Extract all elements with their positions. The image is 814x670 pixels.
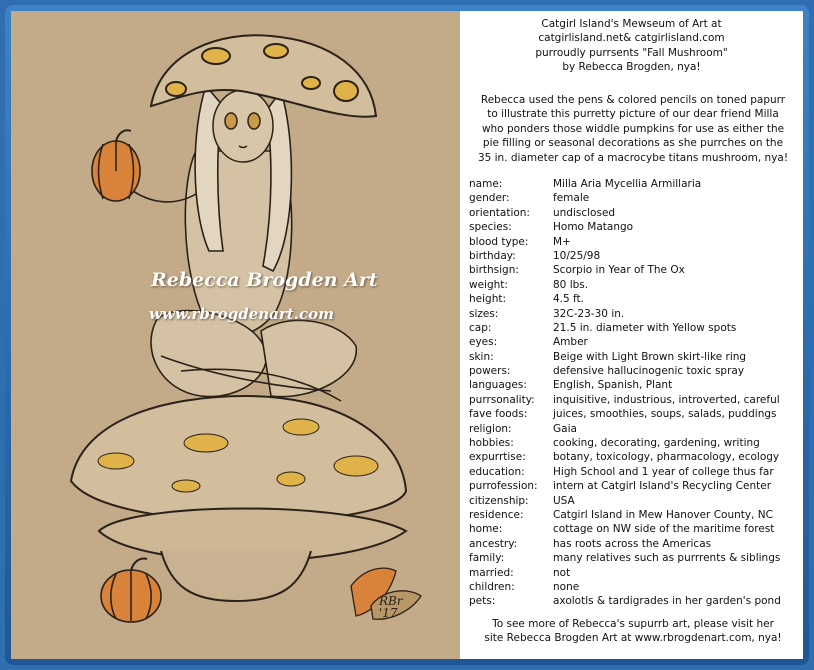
fact-label: skin: xyxy=(469,350,494,363)
fact-row xyxy=(469,393,803,407)
fact-row xyxy=(469,436,803,450)
fact-value: not xyxy=(553,566,571,579)
footer-line-2: site Rebecca Brogden Art at www.rbrogdenart.com, nya! xyxy=(484,632,782,645)
fact-label: sizes: xyxy=(469,307,499,320)
fact-row xyxy=(469,407,803,421)
fact-value: Catgirl Island in Mew Hanover County, NC xyxy=(553,508,773,521)
fact-row xyxy=(469,177,803,191)
artist-signature xyxy=(379,595,403,619)
fact-label: powers: xyxy=(469,365,511,378)
content-panel xyxy=(11,11,803,659)
fact-label: ancestry: xyxy=(469,537,518,550)
fact-label: citizenship: xyxy=(469,494,529,507)
fact-value: Amber xyxy=(553,336,588,349)
fact-row xyxy=(469,206,803,220)
fact-label: blood type: xyxy=(469,235,529,248)
fact-row xyxy=(469,235,803,249)
fact-row xyxy=(469,508,803,522)
fact-label: name: xyxy=(469,178,503,190)
fact-value: undisclosed xyxy=(553,206,616,219)
fact-value: English, Spanish, Plant xyxy=(553,379,673,392)
fact-row xyxy=(469,566,803,580)
fact-value: juices, smoothies, soups, salads, puddings xyxy=(553,408,777,421)
description-line: 35 in. diameter cap of a macrocybe titans mushroom, nya! xyxy=(477,151,789,164)
fact-row xyxy=(469,292,803,306)
fact-label: eyes: xyxy=(469,336,498,349)
fact-value: Gaia xyxy=(553,422,577,435)
fact-row xyxy=(469,350,803,364)
fact-value: Homo Matango xyxy=(553,221,634,234)
footer-line-1: To see more of Rebecca's supurrb art, please visit her xyxy=(492,618,774,630)
fact-label: residence: xyxy=(469,508,524,521)
fact-value: cottage on NW side of the maritime forest xyxy=(553,523,775,536)
fact-row xyxy=(469,522,803,536)
fact-label: hobbies: xyxy=(469,437,514,450)
fact-label: religion: xyxy=(469,422,512,435)
fact-value: 32C-23-30 in. xyxy=(553,307,625,320)
face xyxy=(213,90,273,162)
fact-label: height: xyxy=(469,293,507,306)
watermark-name: Rebecca Brogden Art xyxy=(151,269,378,291)
fact-value: defensive hallucinogenic toxic spray xyxy=(553,365,745,378)
header-line-4: by Rebecca Brogden, nya! xyxy=(562,61,701,74)
fact-value: 4.5 ft. xyxy=(553,293,585,306)
fact-value: intern at Catgirl Island's Recycling Center xyxy=(553,480,772,493)
footer xyxy=(466,617,800,646)
header xyxy=(464,17,799,75)
fact-row xyxy=(469,321,803,335)
fact-row xyxy=(469,494,803,508)
fact-value: many relatives such as purrrents & siblings xyxy=(553,552,781,565)
fact-row xyxy=(469,422,803,436)
fact-value: botany, toxicology, pharmacology, ecology xyxy=(553,451,780,464)
artwork-illustration xyxy=(11,11,460,659)
fact-row xyxy=(469,580,803,594)
fact-label: fave foods: xyxy=(469,408,528,421)
fact-row xyxy=(469,278,803,292)
fact-value: Scorpio in Year of The Ox xyxy=(553,264,685,277)
fact-label: pets: xyxy=(469,595,496,608)
fact-row xyxy=(469,220,803,234)
header-line-2: catgirlisland.net& catgirlisland.com xyxy=(538,32,725,45)
fact-label: languages: xyxy=(469,379,527,392)
header-line-3: purroudly purrsents "Fall Mushroom" xyxy=(535,46,728,59)
fact-value: Milla Aria Mycellia Armillaria xyxy=(553,178,702,190)
signature-year: '17 xyxy=(379,606,398,620)
fact-label: children: xyxy=(469,580,515,593)
fact-row xyxy=(469,450,803,464)
fact-value: M+ xyxy=(553,235,571,248)
watermark-url: www.rbrogdenart.com xyxy=(149,305,334,323)
fact-label: weight: xyxy=(469,278,508,291)
fact-value: female xyxy=(553,192,590,205)
fact-label: purrsonality: xyxy=(469,393,535,406)
artwork-fall-mushroom xyxy=(11,11,460,659)
fact-row xyxy=(469,378,803,392)
description-line: who ponders those widdle pumpkins for use as either the xyxy=(481,122,785,135)
fact-value: Beige with Light Brown skirt-like ring xyxy=(553,350,747,363)
fact-label: cap: xyxy=(469,321,492,334)
fact-row xyxy=(469,307,803,321)
fact-row xyxy=(469,465,803,479)
character-facts xyxy=(469,177,803,609)
base-mushroom xyxy=(71,396,406,601)
fact-label: expurrtise: xyxy=(469,451,526,464)
fact-label: birthday: xyxy=(469,249,516,262)
header-line-1: Catgirl Island's Mewseum of Art at xyxy=(541,18,722,30)
fact-value: cooking, decorating, gardening, writing xyxy=(553,437,760,450)
fact-label: family: xyxy=(469,552,505,565)
fact-row xyxy=(469,249,803,263)
signature-initials: RBr xyxy=(379,594,403,608)
fact-label: species: xyxy=(469,221,512,234)
fact-value: High School and 1 year of college thus far xyxy=(553,465,774,478)
pumpkin-held xyxy=(92,130,140,201)
fact-label: purrofession: xyxy=(469,480,538,493)
fact-value: axolotls & tardigrades in her garden's pond xyxy=(553,595,781,608)
fact-row xyxy=(469,479,803,493)
fact-label: home: xyxy=(469,523,503,536)
fact-row xyxy=(469,335,803,349)
fact-value: none xyxy=(553,580,580,593)
fact-value: inquisitive, industrious, introverted, careful xyxy=(553,393,780,406)
fact-label: birthsign: xyxy=(469,264,519,277)
fact-value: USA xyxy=(553,494,575,507)
description xyxy=(466,93,800,165)
pumpkin-ground xyxy=(101,559,161,623)
fact-label: gender: xyxy=(469,192,510,205)
info-panel xyxy=(460,11,803,659)
fact-row xyxy=(469,364,803,378)
fact-label: orientation: xyxy=(469,206,530,219)
fact-value: has roots across the Americas xyxy=(553,537,712,550)
fact-value: 80 lbs. xyxy=(553,278,589,291)
description-line: to illustrate this purretty picture of our dear friend Milla xyxy=(487,108,779,121)
fact-row xyxy=(469,263,803,277)
fact-row xyxy=(469,537,803,551)
fact-label: married: xyxy=(469,566,514,579)
fact-label: education: xyxy=(469,465,525,478)
fact-value: 21.5 in. diameter with Yellow spots xyxy=(553,321,737,334)
fact-row xyxy=(469,191,803,205)
description-line: pie filling or seasonal decorations as she purrches on the xyxy=(482,137,784,150)
fact-row xyxy=(469,551,803,565)
description-line: Rebecca used the pens & colored pencils on toned papurr xyxy=(480,94,786,106)
fact-row xyxy=(469,594,803,608)
fact-value: 10/25/98 xyxy=(553,249,601,262)
